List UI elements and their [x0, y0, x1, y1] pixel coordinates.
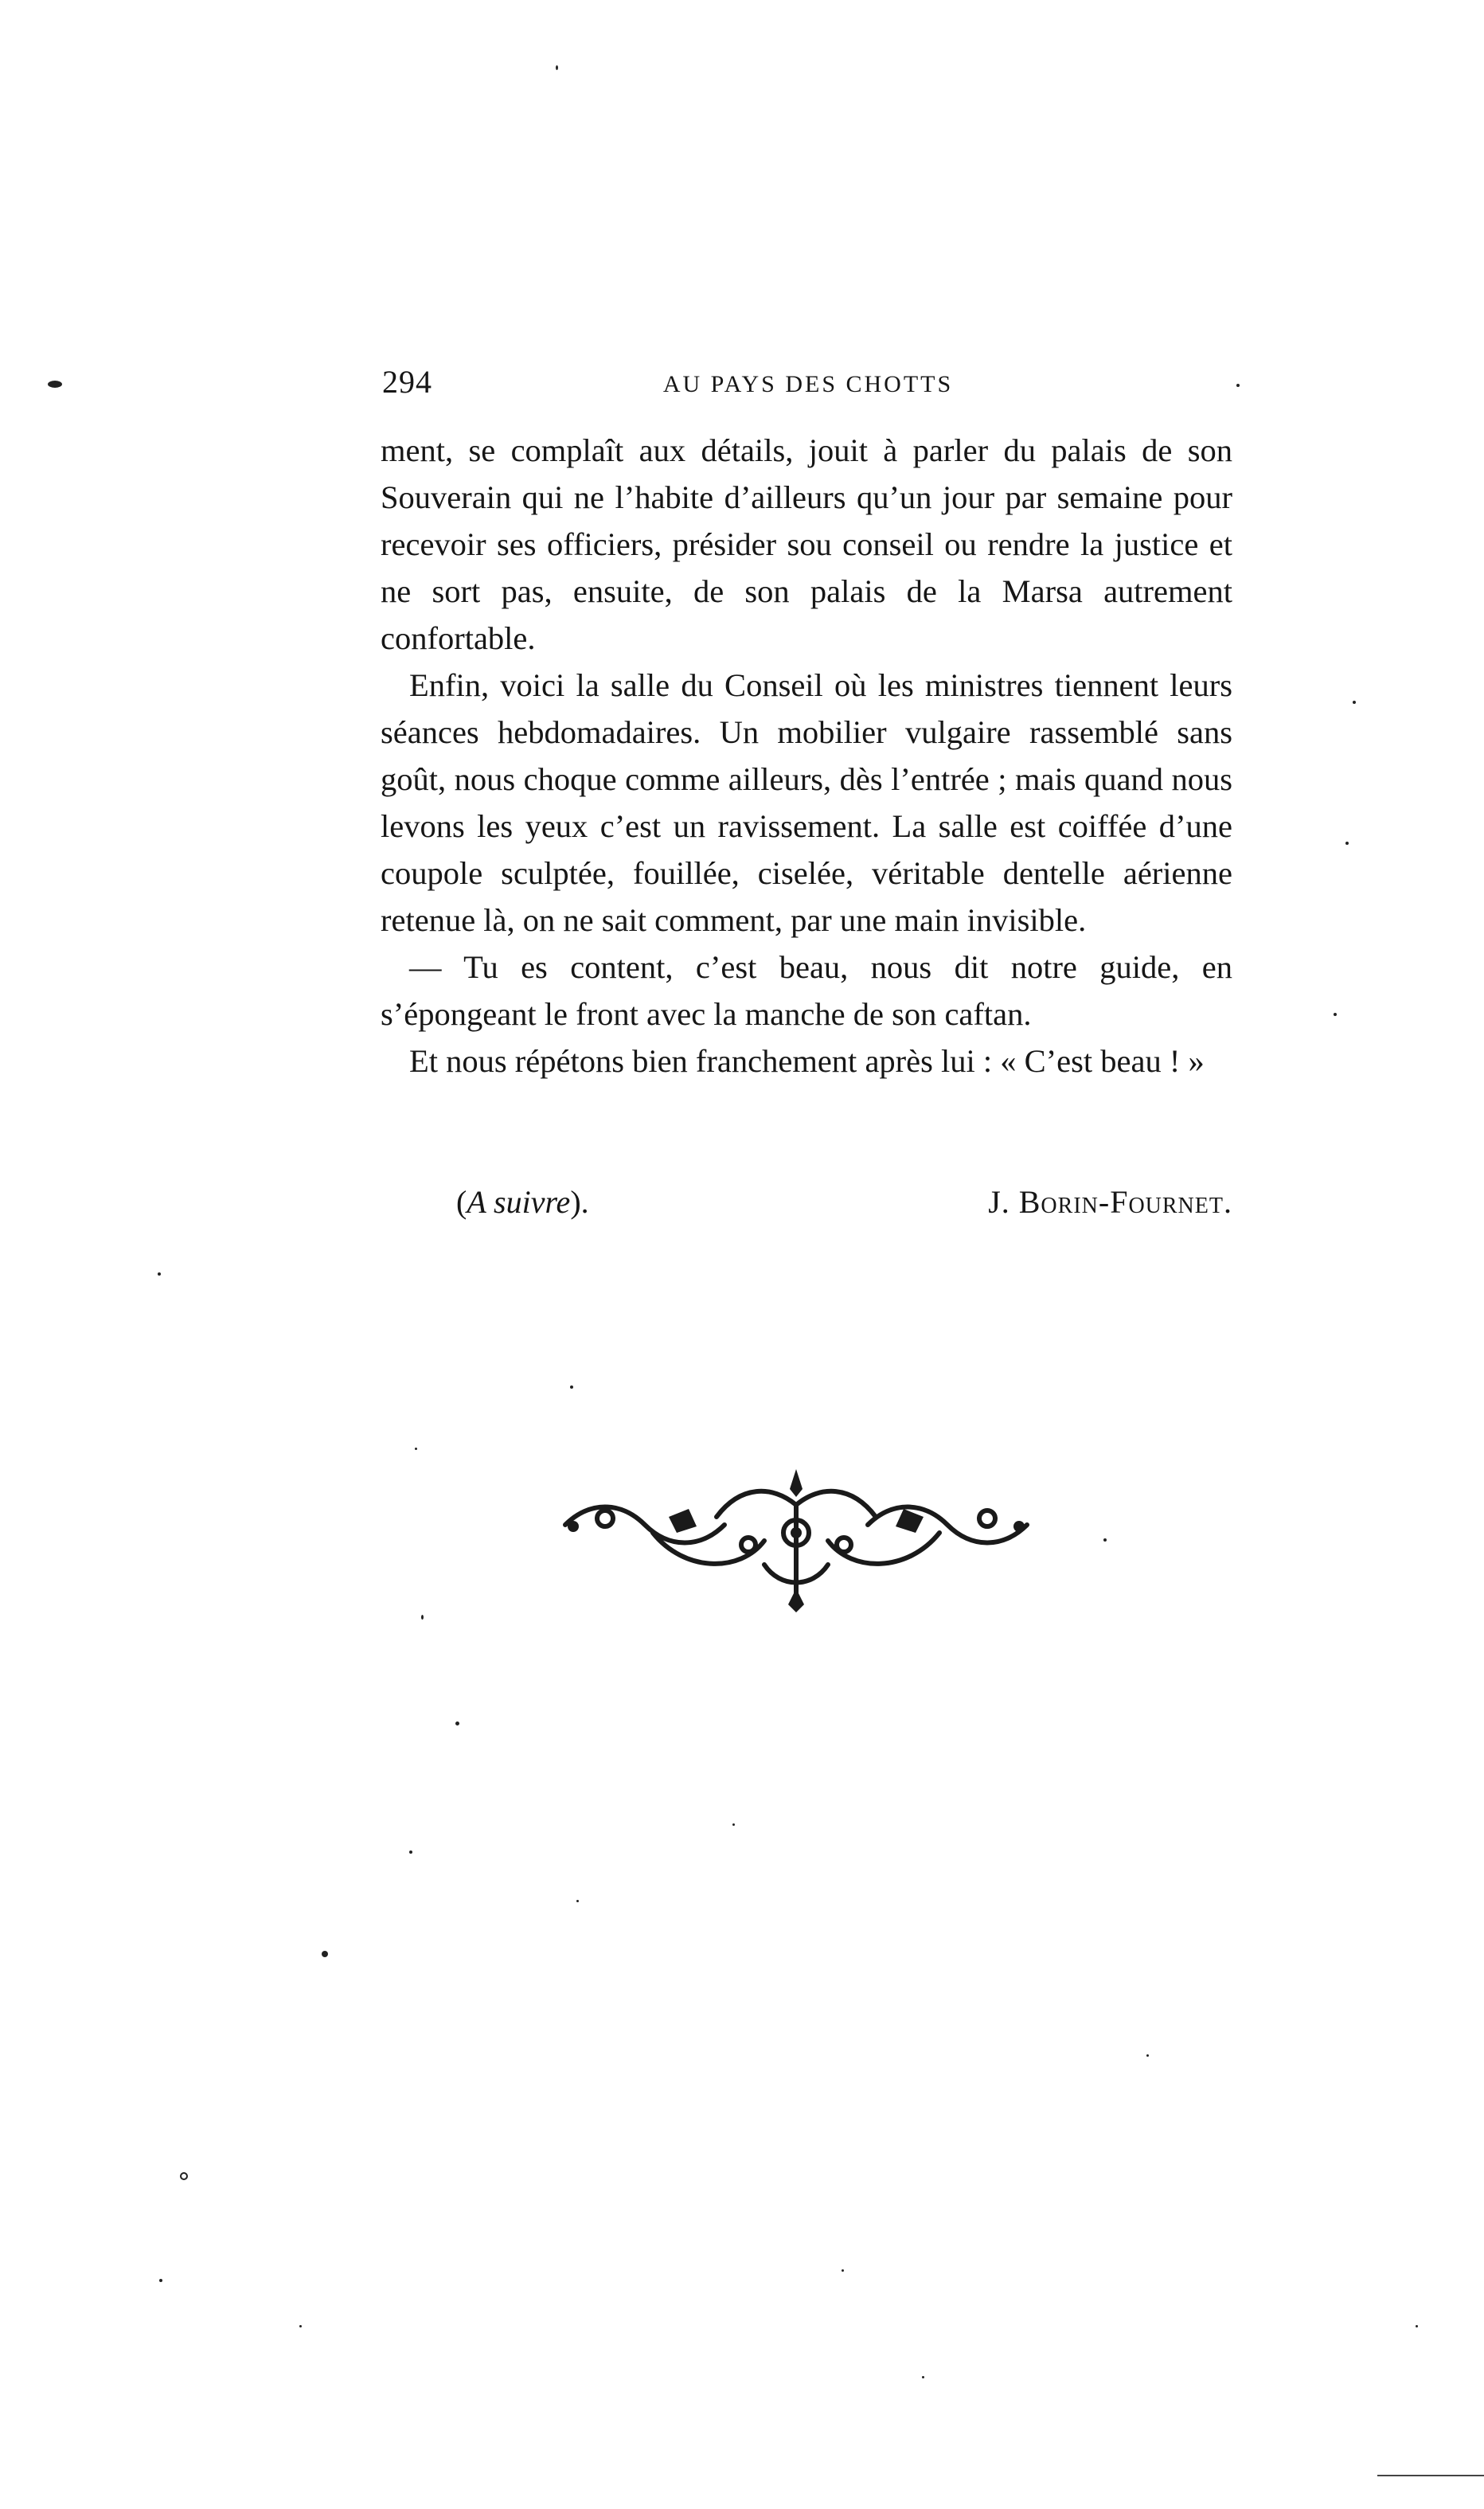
scan-speck	[1146, 2054, 1149, 2057]
body-text	[381, 427, 1232, 1084]
scan-speck	[409, 1850, 412, 1854]
scan-speck	[455, 1722, 459, 1725]
scan-speck	[159, 2279, 162, 2282]
page-number: 294	[382, 364, 432, 400]
scan-speck	[158, 1272, 161, 1276]
paragraph-reply: Et nous répétons bien franchement après lui : « C’est beau ! »	[409, 1043, 1205, 1079]
paragraph-council-hall: Enfin, voici la salle du Conseil où les ministres tiennent leurs séances hebdomadaires. Un mobilier vulgaire rassemblé sans goût, nous choque comme ailleurs, dès l’entrée ; mais quand nous levons les yeux c’est un ravissement. La salle est coiffée d’une coupole sculptée, fouillée, ciselée, véritable dentelle aérienne retenue là, on ne sait comment, par une main invisible.	[381, 667, 1232, 938]
scan-speck	[556, 65, 558, 70]
scan-speck	[48, 381, 62, 388]
scan-speck	[1103, 1538, 1107, 1542]
scan-speck	[1345, 842, 1349, 845]
author-signature: J. Borin-Fournet.	[988, 1184, 1232, 1220]
scan-speck	[1416, 2325, 1418, 2327]
scan-speck	[732, 1823, 735, 1826]
scan-speck	[1236, 384, 1240, 387]
scan-speck	[415, 1448, 417, 1450]
running-title: AU PAYS DES CHOTTS	[662, 371, 954, 397]
scan-speck	[576, 1900, 579, 1902]
to-follow-note: (A suivre).	[456, 1184, 589, 1220]
scan-speck	[299, 2325, 302, 2327]
scan-speck	[180, 2172, 188, 2180]
scan-speck	[322, 1951, 328, 1957]
ornament-icon	[557, 1469, 1035, 1612]
scan-speck	[922, 2376, 924, 2378]
page-header	[382, 363, 1234, 411]
paragraph-continuation: ment, se complaît aux détails, jouit à parler du palais de son Souverain qui ne l’habite d’ailleurs qu’un jour par semaine pour recevoir ses officiers, présider sou conseil ou rendre la justice et ne sort pas, ensuite, de son palais de la Marsa autrement confortable.	[381, 432, 1232, 656]
scan-speck	[570, 1385, 573, 1389]
scan-speck	[1353, 701, 1356, 704]
edge-rule	[1377, 2475, 1484, 2476]
paragraph-guide-dialogue: — Tu es content, c’est beau, nous dit notre guide, en s’épongeant le front avec la manche de son caftan.	[381, 949, 1232, 1032]
scan-speck	[842, 2269, 844, 2272]
scan-speck	[1334, 1013, 1337, 1016]
scan-speck	[421, 1615, 424, 1620]
signature-row	[381, 1183, 1232, 1231]
